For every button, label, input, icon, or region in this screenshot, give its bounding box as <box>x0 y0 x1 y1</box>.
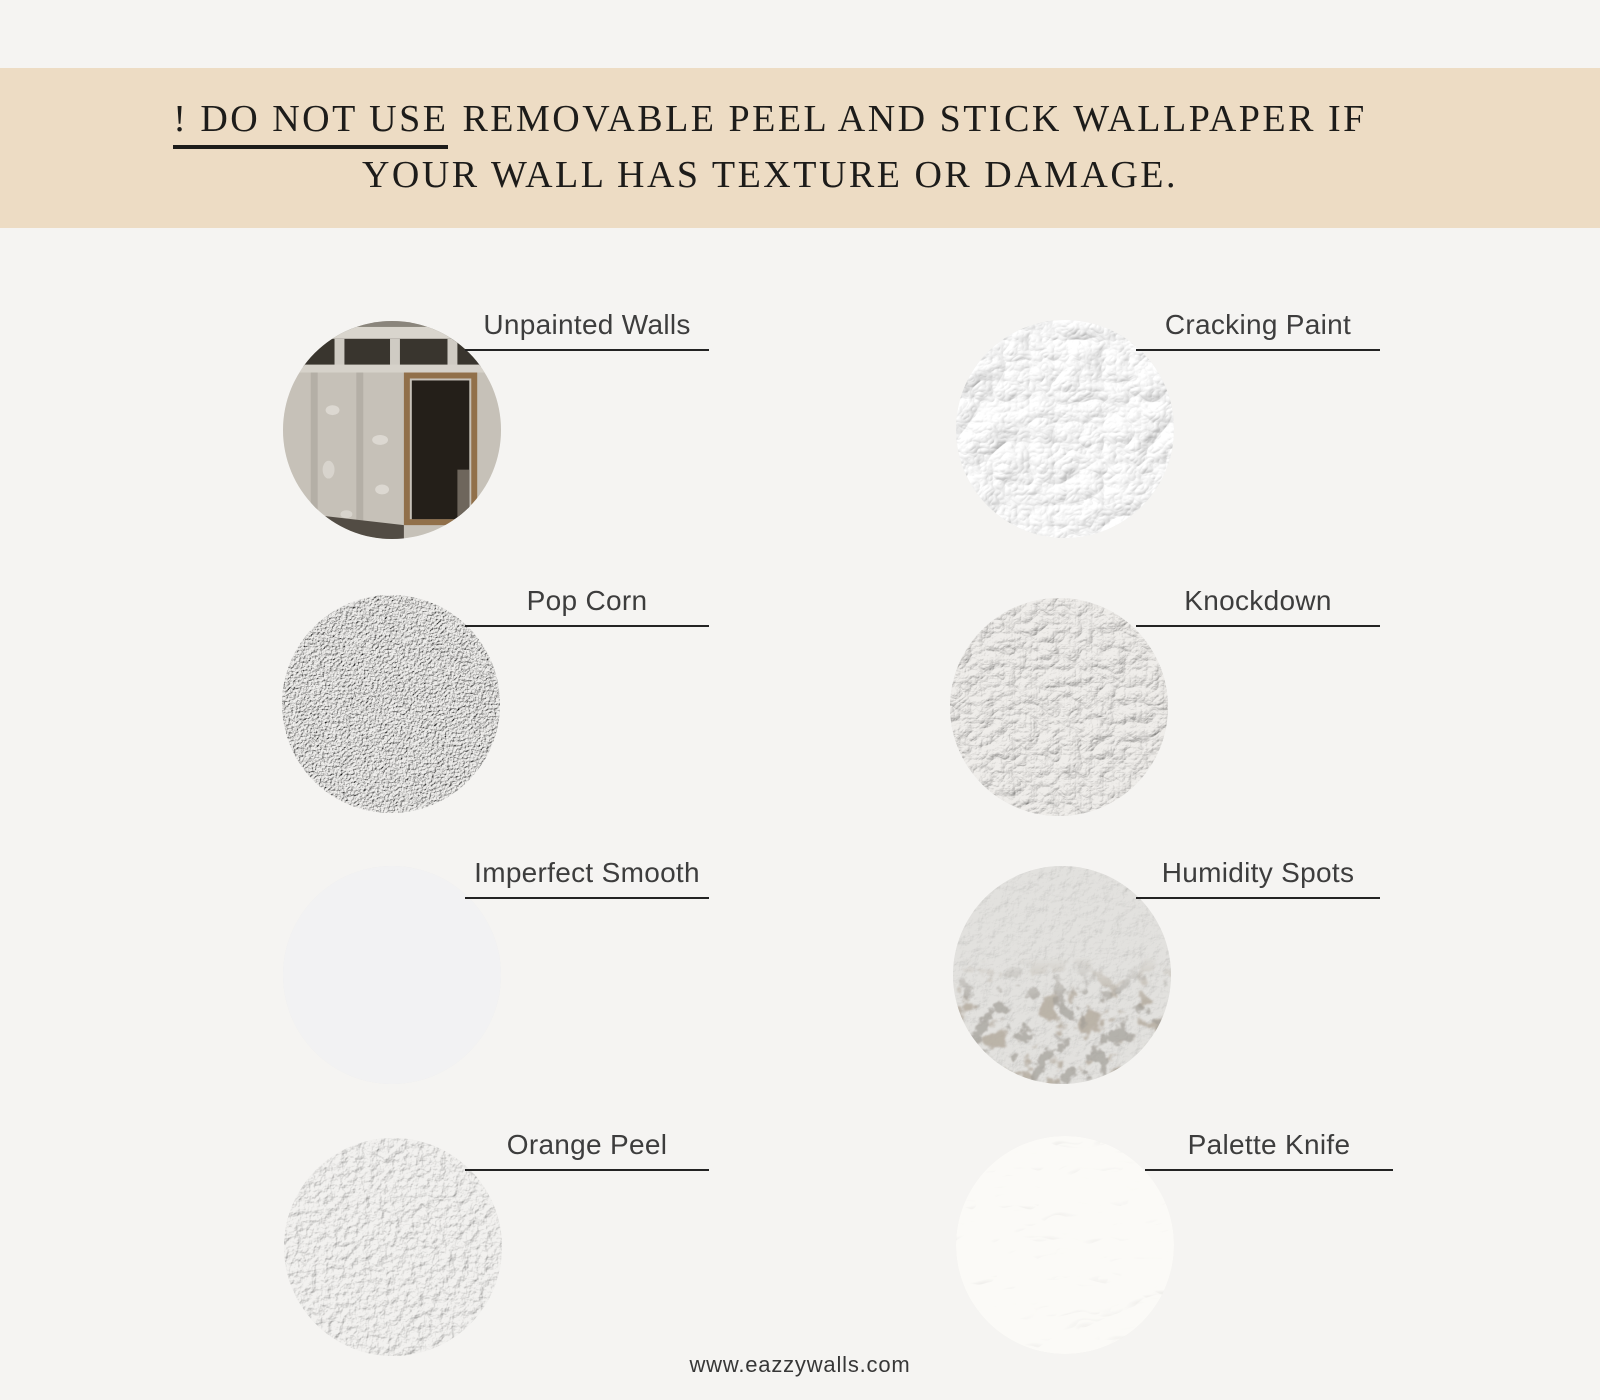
palette-knife-texture <box>956 1136 1174 1354</box>
knockdown-texture <box>950 598 1168 816</box>
unpainted-walls-photo <box>283 321 501 539</box>
banner-do-not-use: ! DO NOT USE <box>173 98 448 149</box>
label-unpainted-walls: Unpainted Walls <box>465 307 709 351</box>
label-knockdown: Knockdown <box>1136 583 1380 627</box>
cracking-paint-texture <box>956 320 1174 538</box>
banner-line1-rest: REMOVABLE PEEL AND STICK WALLPAPER IF <box>462 98 1367 141</box>
footer-url: www.eazzywalls.com <box>689 1352 911 1377</box>
label-humidity-spots: Humidity Spots <box>1136 855 1380 899</box>
pop-corn-texture <box>282 595 500 813</box>
label-pop-corn: Pop Corn <box>465 583 709 627</box>
label-palette-knife: Palette Knife <box>1145 1127 1393 1171</box>
label-imperfect-smooth: Imperfect Smooth <box>465 855 709 899</box>
banner-line-1 <box>120 98 1420 142</box>
banner-line-2: YOUR WALL HAS TEXTURE OR DAMAGE. <box>361 154 1179 196</box>
warning-banner <box>0 68 1600 228</box>
label-orange-peel: Orange Peel <box>465 1127 709 1171</box>
warning-banner-text <box>120 98 1420 197</box>
label-cracking-paint: Cracking Paint <box>1136 307 1380 351</box>
